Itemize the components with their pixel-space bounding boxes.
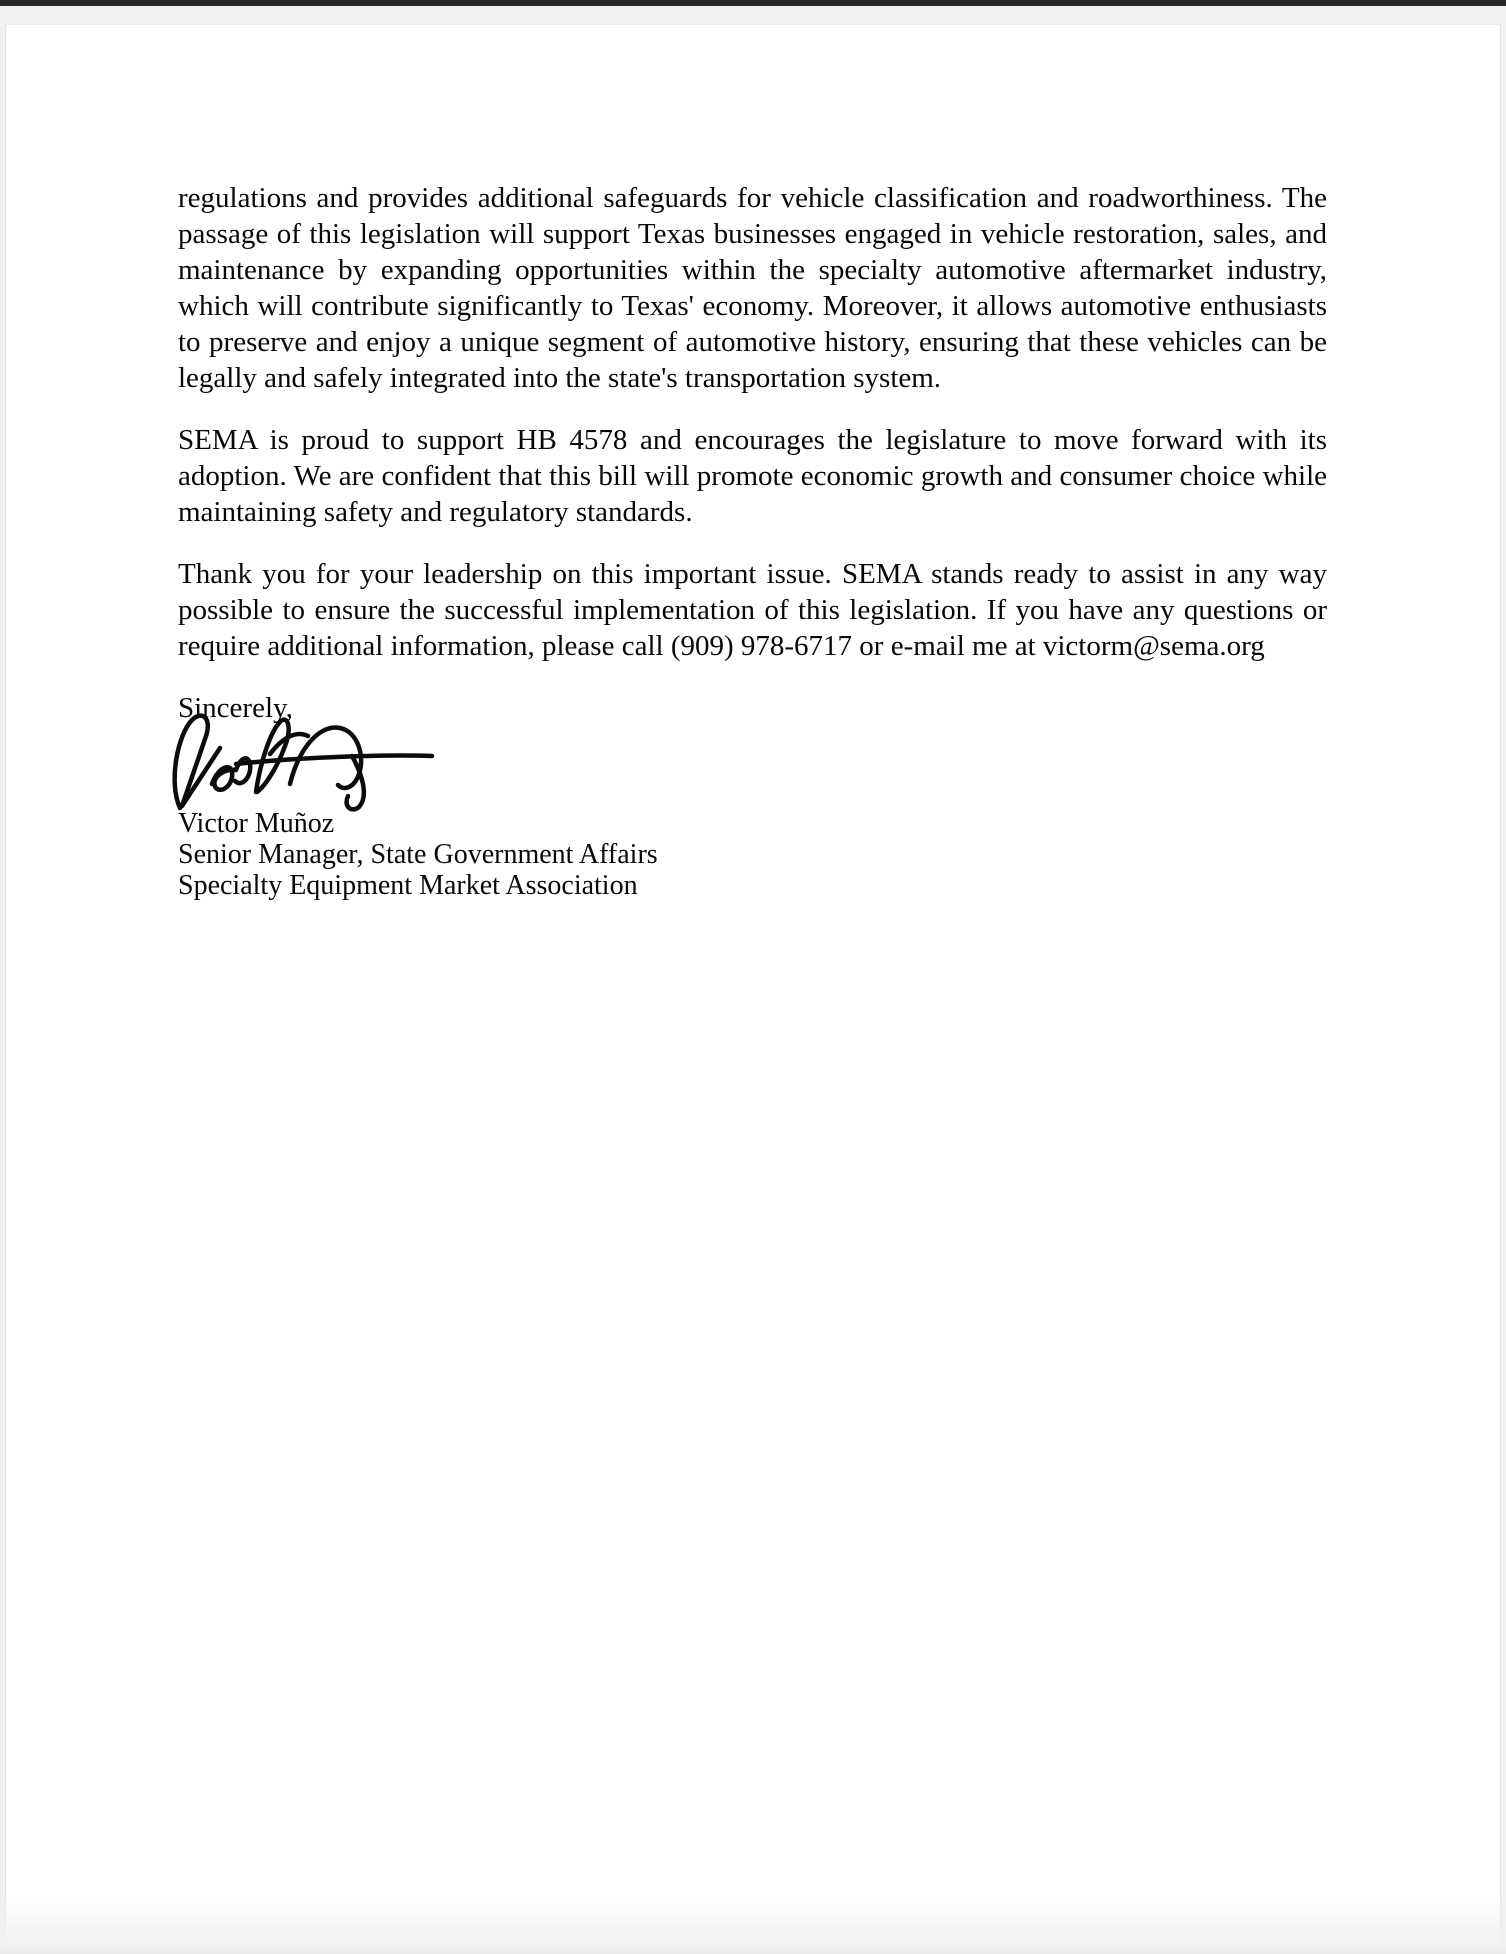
signature-image: [172, 712, 1327, 816]
letter-paragraph-3: Thank you for your leadership on this important issue. SEMA stands ready to assist in any way possible to ensure the successful implementation of this legislation. If you have any questions or require additional information, please call (909) 978-6717 or e-mail me at victorm@sema.org: [178, 558, 1327, 662]
letter-paragraph-1: regulations and provides additional safeguards for vehicle classification and roadworthiness. The passage of this legislation will support Texas businesses engaged in vehicle restoration, sales, and maintenance by expanding opportunities within the specialty automotive aftermarket industry, which will contribute significantly to Texas' economy. Moreover, it allows automotive enthusiasts to preserve and enjoy a unique segment of automotive history, ensuring that these vehicles can be legally and safely integrated into the state's transportation system.: [178, 182, 1327, 394]
letter-paragraph-2: SEMA is proud to support HB 4578 and encourages the legislature to move forward with its adoption. We are confident that this bill will promote economic growth and consumer choice while maintaining safety and regulatory standards.: [178, 424, 1327, 528]
signature-block: [178, 808, 1327, 901]
letter-body: [6, 25, 1500, 901]
signatory-organization: Specialty Equipment Market Association: [178, 870, 638, 901]
letter-page: [5, 24, 1501, 1954]
viewer-top-bar: [0, 0, 1506, 6]
signatory-name: Victor Muñoz: [178, 808, 335, 839]
closing-salutation: Sincerely,: [178, 692, 293, 724]
signatory-title: Senior Manager, State Government Affairs: [178, 839, 658, 870]
